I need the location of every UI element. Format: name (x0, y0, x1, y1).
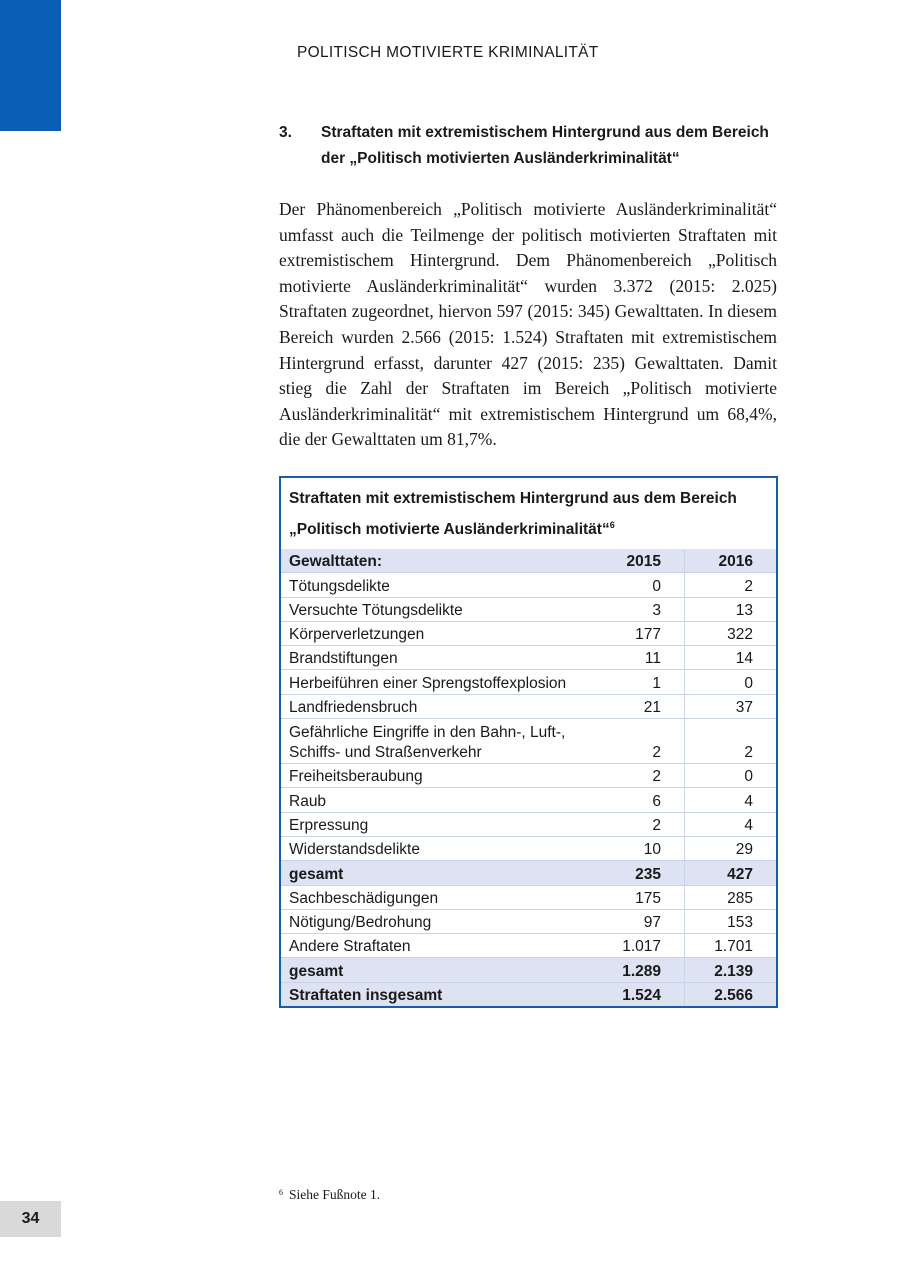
row-value-2016: 0 (685, 670, 777, 694)
section-heading (279, 120, 789, 172)
row-value-2015: 3 (593, 597, 685, 621)
table-row (281, 788, 776, 812)
table-header-row (281, 549, 776, 573)
table-row (281, 764, 776, 788)
row-value-2016: 322 (685, 621, 777, 645)
row-label: Körperverletzungen (281, 621, 593, 645)
row-value-2015: 1 (593, 670, 685, 694)
row-label: Brandstiftungen (281, 646, 593, 670)
table-subtotal-row (281, 958, 776, 982)
row-label: Tötungsdelikte (281, 573, 593, 597)
table-row (281, 909, 776, 933)
row-value-2015: 1.017 (593, 934, 685, 958)
row-value-2015: 11 (593, 646, 685, 670)
row-value-2016: 13 (685, 597, 777, 621)
row-label (281, 719, 593, 764)
row-value-2015: 1.289 (593, 958, 685, 982)
section-title: Straftaten mit extremistischem Hintergrund aus dem Bereich der „Politisch motivierten Ausländerkriminalität“ (321, 124, 769, 167)
row-value-2016: 4 (685, 812, 777, 836)
row-label: Herbeiführen einer Sprengstoffexplosion (281, 670, 593, 694)
table-row (281, 934, 776, 958)
row-label: Versuchte Tötungsdelikte (281, 597, 593, 621)
row-value-2016: 2 (685, 573, 777, 597)
statistics-table (279, 476, 778, 1008)
row-value-2015: 1.524 (593, 982, 685, 1006)
table-row (281, 719, 776, 764)
row-label-line: Gefährliche Eingriffe in den Bahn-, Luft-, (289, 724, 566, 742)
row-label: Nötigung/Bedrohung (281, 909, 593, 933)
row-value-2016: 1.701 (685, 934, 777, 958)
row-value-2016: 4 (685, 788, 777, 812)
row-value-2015: 97 (593, 909, 685, 933)
row-label: Straftaten insgesamt (281, 982, 593, 1006)
row-value-2016: 0 (685, 764, 777, 788)
row-label: Widerstandsdelikte (281, 836, 593, 860)
table-caption (281, 478, 776, 549)
caption-footnote-ref: 6 (609, 520, 615, 530)
row-value-2016: 2 (685, 719, 777, 764)
page-number: 34 (0, 1201, 61, 1237)
row-value-2016: 153 (685, 909, 777, 933)
table-row (281, 597, 776, 621)
row-label: Freiheitsberaubung (281, 764, 593, 788)
table-caption-text: Straftaten mit extremistischem Hintergrund aus dem Bereich „Politisch motivierte Ausländerkriminalität“ (289, 490, 737, 538)
running-header: POLITISCH MOTIVIERTE KRIMINALITÄT (297, 44, 599, 61)
row-label: Andere Straftaten (281, 934, 593, 958)
row-value-2016: 2.139 (685, 958, 777, 982)
chapter-color-tab (0, 0, 61, 131)
row-value-2015: 10 (593, 836, 685, 860)
row-value-2016: 14 (685, 646, 777, 670)
table-row (281, 670, 776, 694)
row-value-2015: 2 (593, 812, 685, 836)
table-row (281, 812, 776, 836)
table-row (281, 621, 776, 645)
header-2016: 2016 (685, 549, 777, 573)
row-value-2015: 175 (593, 885, 685, 909)
table-row (281, 694, 776, 718)
row-value-2016: 2.566 (685, 982, 777, 1006)
row-label: Erpressung (281, 812, 593, 836)
row-label: gesamt (281, 861, 593, 885)
footnote-text: Siehe Fußnote 1. (289, 1187, 381, 1202)
footnote (279, 1187, 380, 1203)
row-value-2016: 427 (685, 861, 777, 885)
section-number: 3. (279, 124, 292, 141)
table-row (281, 646, 776, 670)
row-value-2015: 6 (593, 788, 685, 812)
body-paragraph: Der Phänomenbereich „Politisch motivierte Ausländerkriminalität“ umfasst auch die Teilmenge der politisch motivierten Straftaten mit extremistischem Hintergrund. Dem Phänomenbereich „Politisch motivierte Ausländerkriminalität“ wurden 3.372 (2015: 2.025) Straftaten zugeordnet, hiervon 597 (2015: 345) Gewalttaten. In diesem Bereich wurden 2.566 (2015: 1.524) Straftaten mit extremistischem Hintergrund erfasst, darunter 427 (2015: 235) Gewalttaten. Damit stieg die Zahl der Straftaten im Bereich „Politisch motivierte Ausländerkriminalität“ mit extremistischem Hintergrund um 68,4%, die der Gewalttaten um 81,7%. (279, 199, 777, 450)
row-value-2015: 2 (593, 719, 685, 764)
data-table (281, 549, 776, 1006)
row-value-2015: 0 (593, 573, 685, 597)
header-label: Gewalttaten: (281, 549, 593, 573)
table-total-row (281, 982, 776, 1006)
row-value-2015: 21 (593, 694, 685, 718)
row-label: Sachbeschädigungen (281, 885, 593, 909)
row-value-2015: 177 (593, 621, 685, 645)
header-2015: 2015 (593, 549, 685, 573)
row-value-2016: 285 (685, 885, 777, 909)
row-value-2016: 37 (685, 694, 777, 718)
table-row (281, 885, 776, 909)
table-subtotal-row (281, 861, 776, 885)
row-value-2015: 2 (593, 764, 685, 788)
row-label: gesamt (281, 958, 593, 982)
row-label-line: Schiffs- und Straßenverkehr (289, 744, 482, 762)
table-row (281, 836, 776, 860)
row-label: Raub (281, 788, 593, 812)
row-label: Landfriedensbruch (281, 694, 593, 718)
table-row (281, 573, 776, 597)
row-value-2015: 235 (593, 861, 685, 885)
footnote-marker: 6 (279, 1188, 283, 1197)
row-value-2016: 29 (685, 836, 777, 860)
